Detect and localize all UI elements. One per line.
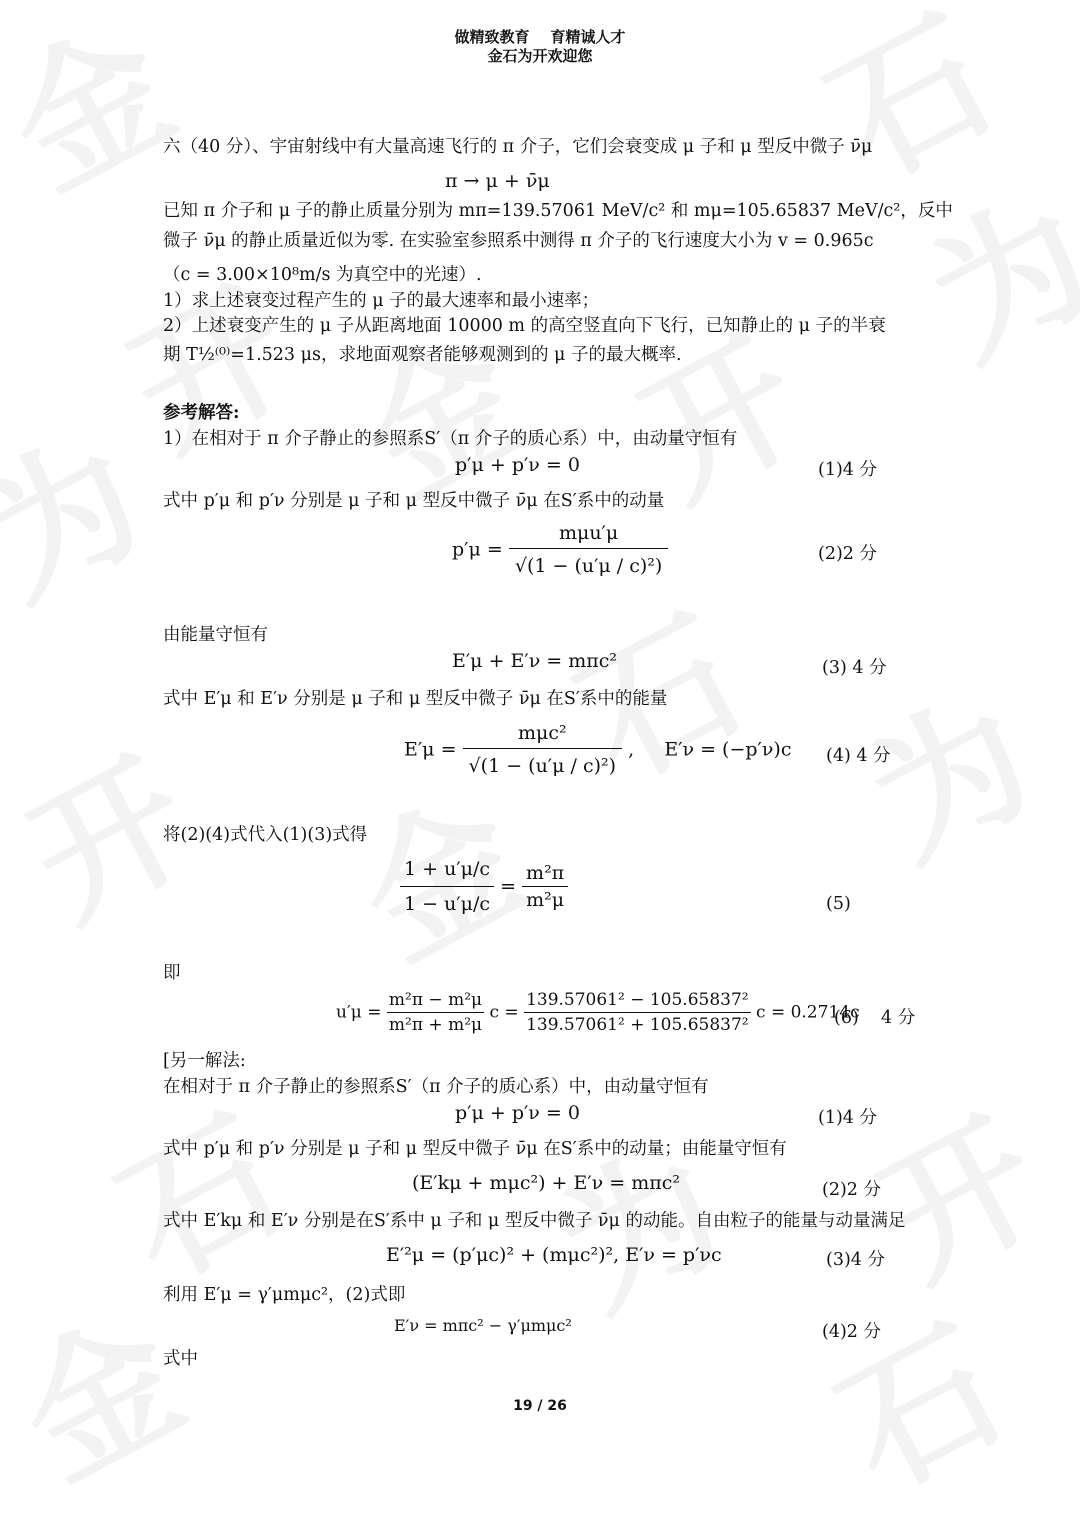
solution-step-5: 将(2)(4)式代入(1)(3)式得 — [163, 825, 368, 845]
equation-5-equals: = — [500, 875, 516, 898]
equation-2-lhs: p′μ = — [452, 538, 503, 561]
equation-5-lhs-fraction — [400, 858, 494, 915]
equation-5-denominator: 1 − u′μ/c — [400, 886, 494, 915]
alternate-step-2: 式中 p′μ 和 p′ν 分别是 μ 子和 μ 型反中微子 ν̄μ 在S′系中的动量；由能量守恒有 — [163, 1139, 787, 1159]
decay-equation: π → μ + ν̄μ — [445, 170, 550, 192]
solution-step-1: 1）在相对于 π 介子静止的参照系S′（π 介子的质心系）中，由动量守恒有 — [163, 429, 738, 449]
alternate-equation-1: p′μ + p′ν = 0 — [455, 1102, 580, 1124]
equation-6-mid: c = — [489, 1002, 519, 1023]
equation-5-rhs-denominator: m²μ — [522, 886, 568, 911]
solution-step-6: 即 — [163, 963, 181, 983]
alternate-equation-2-tag: (2)2 分 — [822, 1180, 881, 1200]
equation-4-lhs: E′μ = — [404, 738, 457, 761]
equation-6-fraction-2 — [524, 990, 751, 1035]
equation-2-fraction — [509, 522, 668, 577]
equation-6-fraction-1 — [387, 990, 484, 1035]
equation-4-denominator: √(1 − (u′μ / c)²) — [463, 748, 622, 777]
equation-4-fraction — [463, 722, 622, 777]
question-1: 1）求上述衰变过程产生的 μ 子的最大速率和最小速率； — [163, 291, 600, 311]
watermark-char — [0, 377, 172, 638]
equation-4 — [404, 722, 791, 777]
alternate-equation-2: (E′kμ + mμc²) + E′ν = mπc² — [412, 1172, 680, 1194]
solution-step-2: 式中 p′μ 和 p′ν 分别是 μ 子和 μ 型反中微子 ν̄μ 在S′系中的动量 — [163, 491, 665, 511]
page-number: 19 / 26 — [513, 1398, 567, 1414]
equation-4-numerator: mμc² — [517, 722, 567, 744]
alternate-equation-1-tag: (1)4 分 — [818, 1108, 877, 1128]
equation-1: p′μ + p′ν = 0 — [455, 454, 580, 476]
alternate-equation-3: E′²μ = (p′μc)² + (mμc²)², E′ν = p′νc — [386, 1244, 722, 1266]
solution-title: 参考解答: — [163, 403, 240, 423]
equation-5-rhs-numerator: m²π — [526, 862, 565, 884]
equation-4-tag: (4) 4 分 — [826, 746, 891, 766]
equation-5-numerator: 1 + u′μ/c — [404, 858, 491, 880]
equation-2-denominator: √(1 − (u′μ / c)²) — [509, 548, 668, 577]
header-welcome: 金石为开欢迎您 — [487, 47, 593, 65]
equation-6-rhs: c = 0.2714c — [756, 1002, 860, 1023]
problem-line3: （c = 3.00×10⁸m/s 为真空中的光速）. — [163, 265, 482, 285]
solution-step-3: 由能量守恒有 — [163, 625, 268, 645]
problem-intro: 六（40 分）、宇宙射线中有大量高速飞行的 π 介子，它们会衰变成 μ 子和 μ 型反中微子 ν̄μ — [163, 137, 873, 157]
equation-2-tag: (2)2 分 — [818, 544, 877, 564]
equation-6-f1-numerator: m²π − m²μ — [388, 990, 483, 1010]
equation-1-tag: (1)4 分 — [818, 460, 877, 480]
equation-5 — [400, 858, 568, 915]
alternate-method-title: [另一解法: — [163, 1051, 246, 1071]
solution-step-4: 式中 E′μ 和 E′ν 分别是 μ 子和 μ 型反中微子 ν̄μ 在S′系中的能量 — [163, 689, 668, 709]
alternate-equation-3-tag: (3)4 分 — [826, 1250, 885, 1270]
equation-6-tag: (6) 4 分 — [834, 1008, 916, 1028]
alternate-equation-4: E′ν = mπc² − γ′μmμc² — [394, 1316, 572, 1335]
alternate-step-3: 式中 E′kμ 和 E′ν 分别是在S′系中 μ 子和 μ 型反中微子 ν̄μ 的动能。自由粒子的能量与动量满足 — [163, 1211, 906, 1231]
equation-5-rhs-fraction — [522, 862, 568, 911]
alternate-step-4: 利用 E′μ = γ′μmμc²，(2)式即 — [163, 1285, 406, 1305]
equation-6 — [336, 990, 860, 1035]
equation-6-f1-denominator: m²π + m²μ — [387, 1012, 484, 1035]
equation-6-f2-denominator: 139.57061² + 105.65837² — [524, 1012, 751, 1035]
equation-2 — [452, 522, 668, 577]
problem-line1: 已知 π 介子和 μ 子的静止质量分别为 mπ=139.57061 MeV/c² 和 mμ=105.65837 MeV/c²，反中 — [163, 201, 953, 221]
question-2: 2）上述衰变产生的 μ 子从距离地面 10000 m 的高空竖直向下飞行，已知静止的 μ 子的半衰 — [163, 316, 886, 336]
question-2-cont: 期 T½⁽⁰⁾=1.523 μs，求地面观察者能够观测到的 μ 子的最大概率. — [163, 345, 682, 365]
alternate-step-1: 在相对于 π 介子静止的参照系S′（π 介子的质心系）中，由动量守恒有 — [163, 1077, 709, 1097]
equation-3-tag: (3) 4 分 — [822, 658, 887, 678]
alternate-equation-4-tag: (4)2 分 — [822, 1322, 881, 1342]
equation-4-rhs: , E′ν = (−p′ν)c — [628, 738, 792, 761]
equation-6-lhs: u′μ = — [336, 1002, 382, 1023]
equation-6-f2-numerator: 139.57061² − 105.65837² — [526, 990, 749, 1010]
equation-2-numerator: mμu′μ — [558, 522, 619, 544]
problem-line2: 微子 ν̄μ 的静止质量近似为零. 在实验室参照系中测得 π 介子的飞行速度大小为 v = 0.965c — [163, 231, 874, 251]
header-slogan: 做精致教育 育精诚人才 — [454, 28, 626, 46]
page-header — [0, 28, 1080, 66]
equation-5-tag: (5) — [826, 894, 851, 914]
equation-3: E′μ + E′ν = mπc² — [452, 650, 618, 672]
alternate-step-5: 式中 — [163, 1349, 198, 1369]
